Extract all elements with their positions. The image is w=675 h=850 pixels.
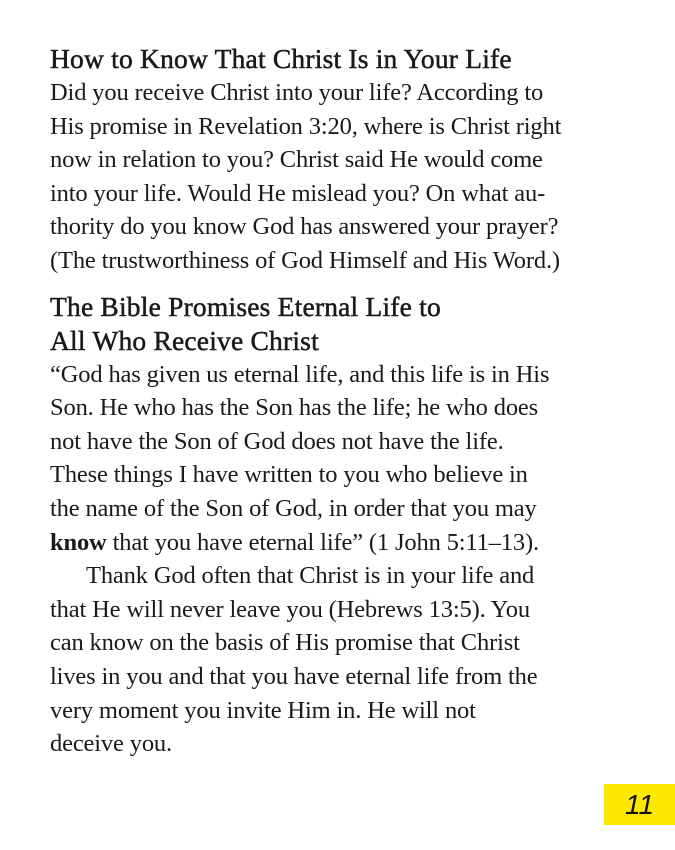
text-line: These things I have written to you who believe in — [50, 461, 528, 489]
text-fragment: that you have eternal life” (1 John 5:11–13). — [106, 528, 539, 556]
text-line — [50, 526, 620, 560]
heading-line: All Who Receive Christ — [50, 324, 319, 356]
section-heading-eternal-life — [50, 290, 620, 358]
text-line: very moment you invite Him in. He will not — [50, 696, 476, 724]
text-line: Did you receive Christ into your life? According to — [50, 79, 544, 106]
closing-paragraph — [50, 559, 620, 761]
text-line: can know on the basis of His promise that Christ — [50, 629, 520, 657]
text-line: His promise in Revelation 3:20, where is Christ right — [50, 112, 562, 140]
text-line: not have the Son of God does not have the life. — [50, 427, 504, 455]
text-line: that He will never leave you (Hebrews 13:5). You — [50, 595, 530, 623]
section-body-know-christ — [50, 76, 620, 278]
section-eternal-life — [50, 290, 620, 761]
page-content — [50, 42, 620, 761]
text-line: lives in you and that you have eternal life from the — [50, 662, 538, 690]
heading-line: The Bible Promises Eternal Life to — [50, 290, 441, 322]
text-line: into your life. Would He mislead you? On what au- — [50, 179, 546, 207]
section-heading-know-christ: How to Know That Christ Is in Your Life — [50, 43, 512, 74]
text-line: thority do you know God has answered your prayer? — [50, 213, 559, 241]
scripture-quote — [50, 358, 620, 560]
emphasis-know: know — [50, 528, 107, 556]
text-line: deceive you. — [50, 730, 173, 758]
text-line: “God has given us eternal life, and this life is in His — [50, 360, 550, 388]
text-line: now in relation to you? Christ said He would come — [50, 146, 543, 174]
text-line: Son. He who has the Son has the life; he who does — [50, 394, 539, 422]
text-line: (The trustworthiness of God Himself and His Word.) — [50, 246, 560, 274]
page-number: 11 — [604, 784, 675, 825]
text-line: the name of the Son of God, in order that you may — [50, 494, 537, 522]
text-line: Thank God often that Christ is in your life and — [86, 562, 535, 590]
